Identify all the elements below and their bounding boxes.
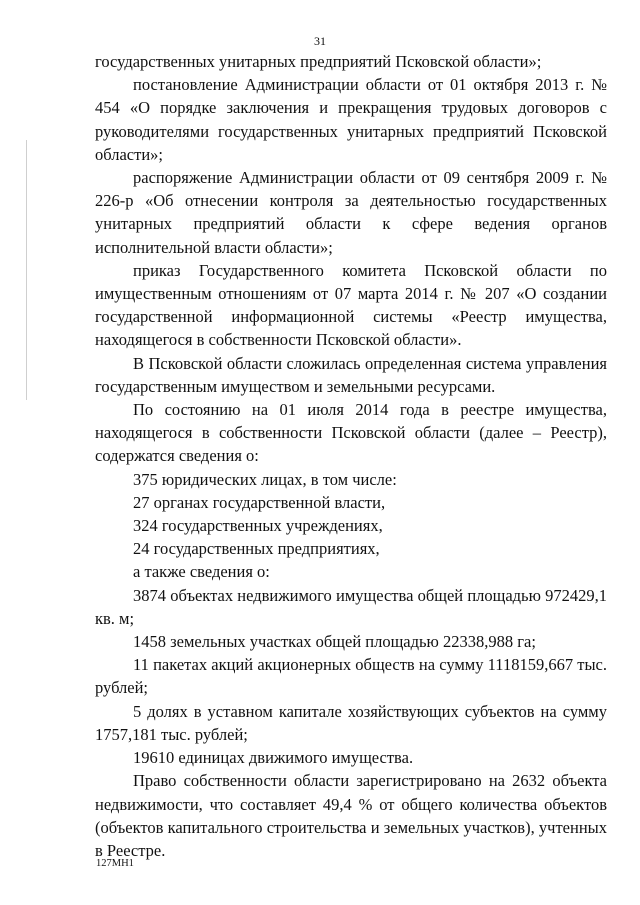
document-body xyxy=(95,50,607,862)
list-item: 11 пакетах акций акционерных обществ на сумму 1118159,667 тыс. рублей; xyxy=(95,655,607,698)
paragraph: В Псковской области сложилась определенная система управления государственным имуществом и земельными ресурсами. xyxy=(95,353,607,396)
paragraph: постановление Администрации области от 01 октября 2013 г. № 454 «О порядке заключения и прекращения трудовых договоров с руководителями государственных унитарных предприятий Псковской области»; xyxy=(95,75,607,164)
paragraph: государственных унитарных предприятий Псковской области»; xyxy=(95,52,542,71)
page-number: 31 xyxy=(314,34,326,48)
list-item: 19610 единицах движимого имущества. xyxy=(133,748,414,768)
paragraph: приказ Государственного комитета Псковской области по имущественным отношениям от 07 марта 2014 г. № 207 «О создании государственной информационной системы «Реестр имущества, находящегося в собственности Псковской области». xyxy=(95,260,607,350)
scan-margin-line xyxy=(26,140,27,400)
list-item: 3874 объектах недвижимого имущества общей площадью 972429,1 кв. м; xyxy=(95,585,607,628)
list-item: а также сведения о: xyxy=(133,562,270,582)
document-code: 127МН1 xyxy=(96,858,134,869)
list-item: 324 государственных учреждениях, xyxy=(133,516,383,536)
paragraph: Право собственности области зарегистрировано на 2632 объекта недвижимости, что составляет 49,4 % от общего количества объектов (объектов капитального строительства и земельных участков), учтенных в Реестре. xyxy=(95,771,607,860)
paragraph: По состоянию на 01 июля 2014 года в реестре имущества, находящегося в собственности Псковской области (далее – Реестр), содержатся сведения о: xyxy=(95,400,607,466)
list-item: 375 юридических лицах, в том числе: xyxy=(133,469,397,489)
paragraph: распоряжение Администрации области от 09 сентября 2009 г. № 226-р «Об отнесении контроля за деятельностью государственных унитарных предприятий области к сфере ведения органов исполнительной власти области»; xyxy=(95,168,607,257)
list-item: 1458 земельных участках общей площадью 22338,988 га; xyxy=(133,632,536,652)
list-item: 24 государственных предприятиях, xyxy=(133,539,380,559)
list-item: 5 долях в уставном капитале хозяйствующих субъектов на сумму 1757,181 тыс. рублей; xyxy=(95,701,607,744)
list-item: 27 органах государственной власти, xyxy=(133,492,386,512)
